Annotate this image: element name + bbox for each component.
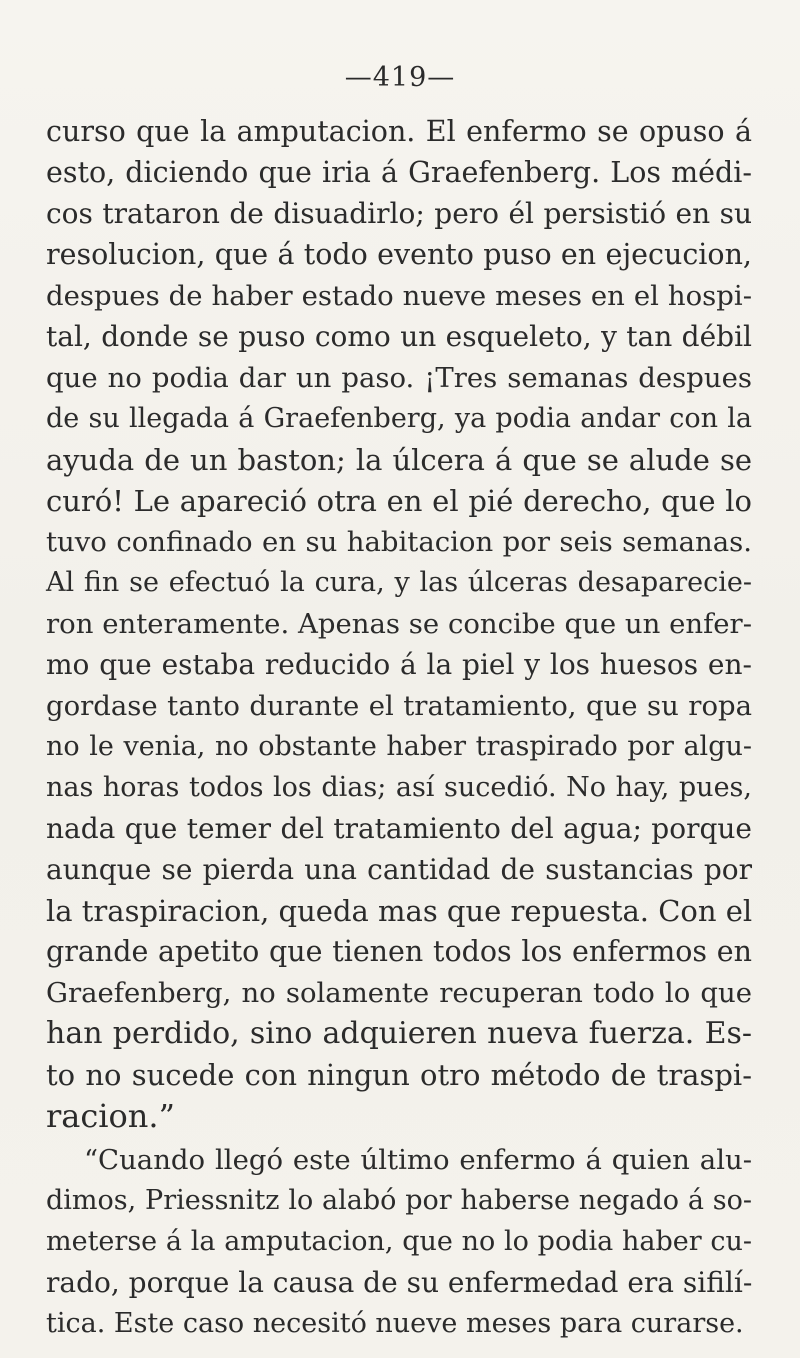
- text-line: ayuda de un baston; la úlcera á que se alude se: [46, 443, 752, 477]
- text-line: curso que la amputacion. El enfermo se opuso á: [46, 115, 752, 148]
- text-line: esto, diciendo que iria á Graefenberg. Los médi-: [46, 156, 752, 189]
- text-line: Graefenberg, no solamente recuperan todo lo que: [46, 977, 752, 1009]
- text-line: que no podia dar un paso. ¡Tres semanas despues: [46, 362, 752, 394]
- text-line: de su llegada á Graefenberg, ya podia andar con la: [46, 403, 752, 434]
- text-line: gordase tanto durante el tratamiento, que su ropa: [46, 690, 752, 722]
- text-line: despues de haber estado nueve meses en el hospi-: [46, 280, 752, 312]
- text-line: nas horas todos los dias; así sucedió. No hay, pues,: [46, 772, 752, 803]
- text-line: rado, porque la causa de su enfermedad era sifilí-: [46, 1266, 753, 1299]
- text-line: curó! Le apareció otra en el pié derecho, que lo: [46, 484, 752, 518]
- text-line: cos trataron de disuadirlo; pero él persistió en su: [46, 197, 752, 230]
- text-line: ron enteramente. Apenas se concibe que un enfer-: [46, 608, 752, 640]
- page-number: —419—: [344, 62, 456, 93]
- text-line: to no sucede con ningun otro método de traspi-: [46, 1058, 752, 1092]
- text-line: no le venia, no obstante haber traspirado por algu-: [46, 731, 752, 762]
- text-line: resolucion, que á todo evento puso en ejecucion,: [46, 238, 752, 271]
- text-line: dimos, Priessnitz lo alabó por haberse negado á so-: [46, 1185, 752, 1216]
- text-line: nada que temer del tratamiento del agua; porque: [46, 812, 752, 845]
- text-line: Al fin se efectuó la cura, y las úlceras desaparecie-: [46, 567, 752, 598]
- text-line: meterse á la amputacion, que no lo podia haber cu-: [46, 1226, 752, 1257]
- text-line: han perdido, sino adquieren nueva fuerza. Es-: [46, 1016, 752, 1051]
- text-line: grande apetito que tienen todos los enfermos en: [46, 935, 752, 968]
- text-line: tica. Este caso necesitó nueve meses para curarse.: [46, 1308, 744, 1339]
- text-line: aunque se pierda una cantidad de sustancias por: [46, 853, 752, 886]
- text-line: tuvo confinado en su habitacion por seis semanas.: [46, 526, 752, 558]
- text-line: la traspiracion, queda mas que repuesta. Con el: [46, 894, 753, 928]
- text-line: mo que estaba reducido á la piel y los huesos en-: [46, 648, 752, 681]
- text-line: “Cuando llegó este último enfermo á quien alu-: [84, 1144, 752, 1176]
- text-line: tal, donde se puso como un esqueleto, y tan débil: [46, 320, 752, 353]
- text-line: racion.”: [46, 1097, 175, 1135]
